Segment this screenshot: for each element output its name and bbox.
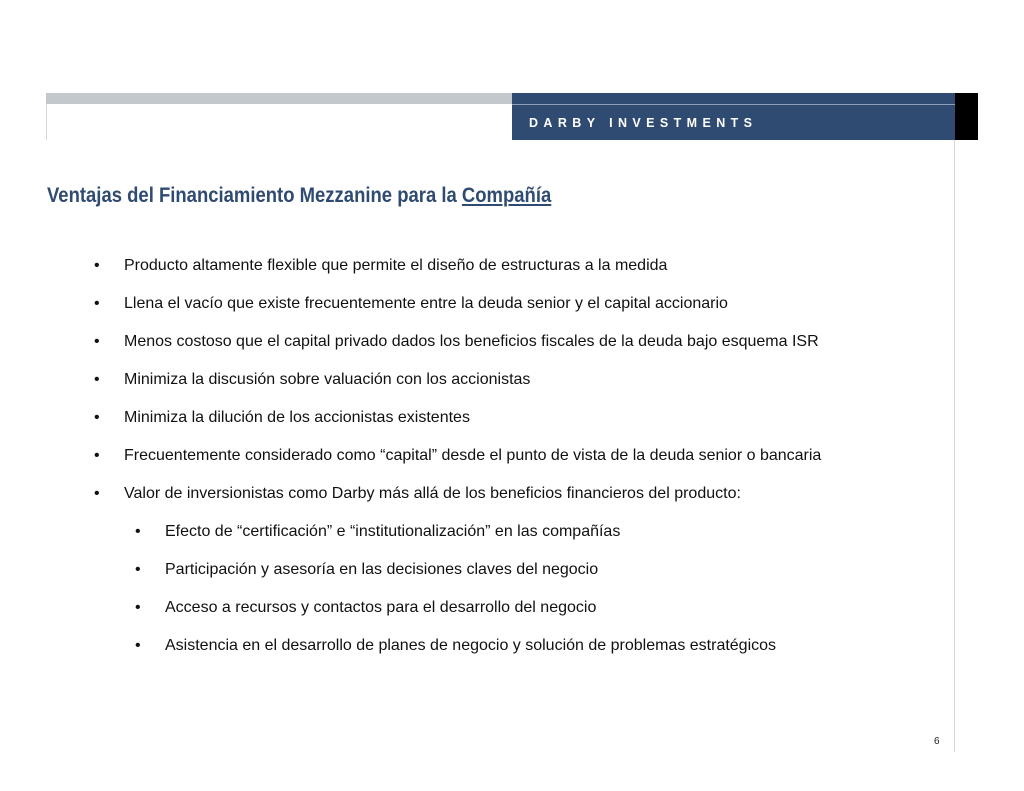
bullet-text: Valor de inversionistas como Darby más allá de los beneficios financieros del producto: <box>124 485 741 502</box>
bullet-text: Llena el vacío que existe frecuentemente entre la deuda senior y el capital accionario <box>124 295 728 312</box>
banner-divider-line <box>512 104 955 105</box>
bullet-text: Participación y asesoría en las decisiones claves del negocio <box>165 561 599 578</box>
page-title-text: Ventajas del Financiamiento Mezzanine para la <box>47 184 462 207</box>
bullet-text: Frecuentemente considerado como “capital” desde el punto de vista de la deuda senior o bancaria <box>124 447 822 464</box>
bullet-marker: • <box>135 599 141 616</box>
header-gray-bar <box>46 93 512 104</box>
bullet-marker: • <box>94 409 100 426</box>
bullet-marker: • <box>94 257 100 274</box>
bullet-marker: • <box>94 333 100 350</box>
brand-name: DARBY INVESTMENTS <box>529 116 758 130</box>
page-number: 6 <box>934 736 940 747</box>
bullet-text: Efecto de “certificación” e “institutionalización” en las compañías <box>165 523 621 540</box>
bullet-marker: • <box>94 485 100 502</box>
header-black-block <box>955 93 978 140</box>
bullet-marker: • <box>135 523 141 540</box>
bullet-marker: • <box>135 637 141 654</box>
brand-banner <box>512 93 955 140</box>
bullet-marker: • <box>135 561 141 578</box>
bullet-text: Asistencia en el desarrollo de planes de negocio y solución de problemas estratégicos <box>165 637 777 654</box>
bullet-text: Acceso a recursos y contactos para el desarrollo del negocio <box>165 599 597 616</box>
bullet-marker: • <box>94 447 100 464</box>
page-title <box>47 184 551 208</box>
bullet-text: Producto altamente flexible que permite el diseño de estructuras a la medida <box>124 257 668 274</box>
bullet-text: Minimiza la dilución de los accionistas existentes <box>124 409 470 426</box>
header-left-rule <box>46 104 47 140</box>
right-margin-rule <box>954 140 955 752</box>
page-title-emphasis: Compañía <box>461 184 552 207</box>
bullet-text: Menos costoso que el capital privado dados los beneficios fiscales de la deuda bajo esquema ISR <box>124 333 819 350</box>
bullet-marker: • <box>94 295 100 312</box>
bullet-marker: • <box>94 371 100 388</box>
bullet-text: Minimiza la discusión sobre valuación con los accionistas <box>124 371 531 388</box>
